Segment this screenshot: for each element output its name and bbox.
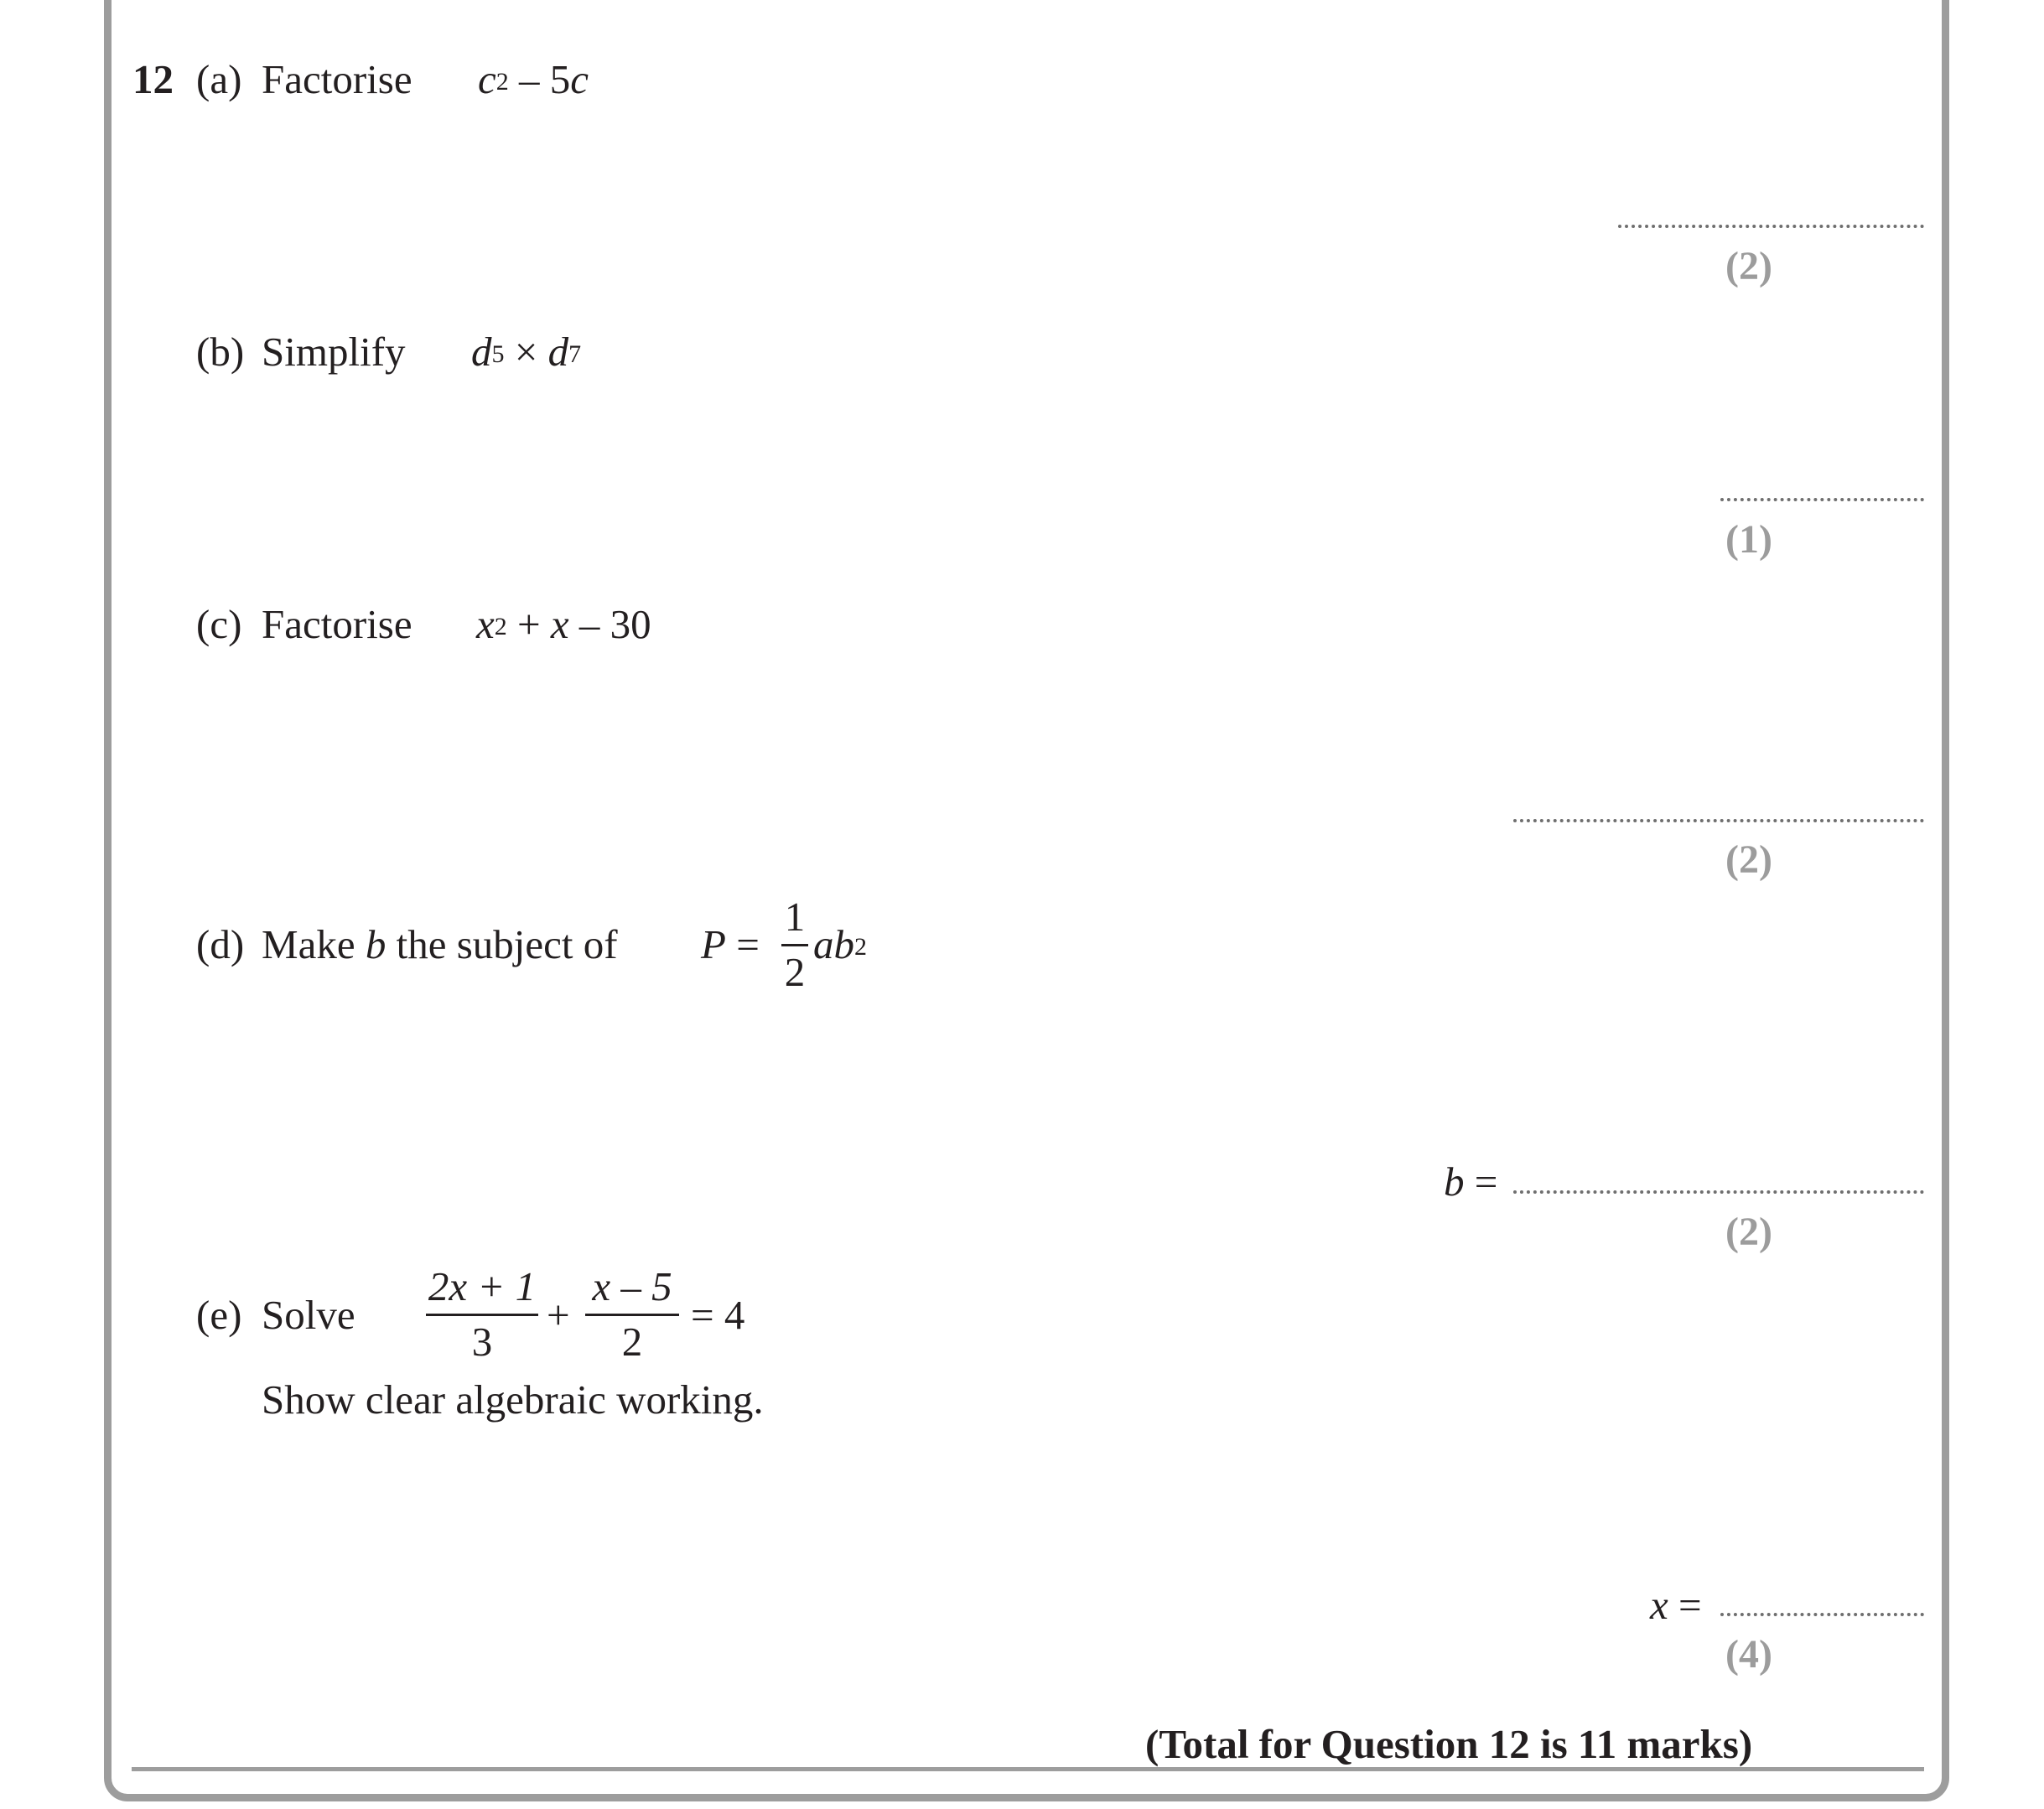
- part-b-expression: $d^5 \times d^7$: [471, 329, 582, 375]
- part-d-marks: (2): [1725, 1210, 1772, 1254]
- part-a-label: (a): [196, 56, 242, 102]
- part-d-equation-lhs: P =: [701, 921, 760, 967]
- part-c-answer-line[interactable]: [1513, 819, 1924, 822]
- part-e-note: Show clear algebraic working.: [262, 1376, 764, 1423]
- bottom-rule: [132, 1767, 1924, 1771]
- question-total: (Total for Question 12 is 11 marks): [1145, 1721, 1753, 1767]
- part-e-instruction: Solve: [262, 1292, 355, 1338]
- part-c-instruction: Factorise: [262, 601, 412, 647]
- part-b-answer-line[interactable]: [1720, 498, 1924, 501]
- part-e-equals: = 4: [691, 1292, 745, 1338]
- part-d-instruction: Make b the subject of: [262, 921, 618, 967]
- part-a-expression: $c^2 - 5c$: [478, 56, 589, 102]
- part-b-marks: (1): [1725, 517, 1772, 562]
- part-e-plus: +: [547, 1292, 570, 1338]
- question-number: 12: [132, 56, 174, 102]
- part-c-label: (c): [196, 601, 242, 647]
- part-e-marks: (4): [1725, 1632, 1772, 1677]
- part-d-equation-rhs: $ab^2$: [813, 921, 867, 967]
- part-a-instruction: Factorise: [262, 56, 412, 102]
- part-e-answer-line[interactable]: [1720, 1613, 1924, 1616]
- part-b-instruction: Simplify: [262, 329, 406, 375]
- part-e-fraction-2: x – 5 2: [585, 1266, 679, 1362]
- part-d-answer-line[interactable]: [1513, 1190, 1924, 1194]
- part-d-answer-prefix: b =: [1444, 1158, 1498, 1205]
- part-b-label: (b): [196, 329, 245, 375]
- part-a-answer-line[interactable]: [1618, 225, 1924, 228]
- question-frame: [104, 0, 1949, 1801]
- part-a-marks: (2): [1725, 244, 1772, 288]
- part-c-marks: (2): [1725, 837, 1772, 882]
- part-d-label: (d): [196, 921, 245, 967]
- part-e-fraction-1: 2x + 1 3: [426, 1266, 538, 1362]
- part-e-label: (e): [196, 1292, 242, 1338]
- part-e-answer-prefix: x =: [1650, 1582, 1702, 1628]
- part-c-expression: $x^2 + x - 30$: [476, 601, 651, 647]
- part-d-fraction: 1 2: [781, 896, 808, 993]
